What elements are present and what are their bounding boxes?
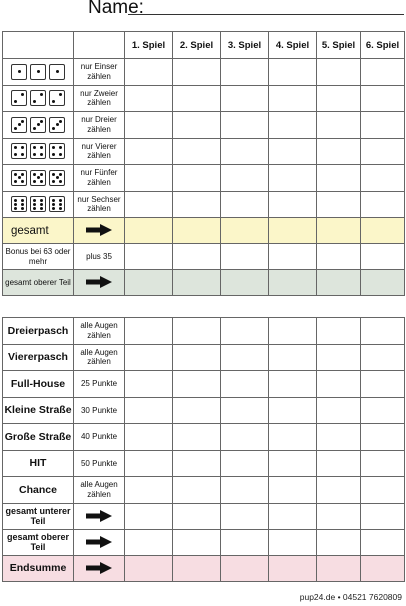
lower-row-5 [3, 424, 405, 451]
lower-row-6-score-cell[interactable] [173, 450, 221, 477]
lower-row-2-score-cell[interactable] [269, 344, 317, 371]
lower-row-5-score-cell[interactable] [361, 424, 405, 451]
lower-row-2-score-cell[interactable] [173, 344, 221, 371]
game-header-5: 5. Spiel [317, 32, 361, 59]
lower-row-1 [3, 318, 405, 345]
die-face-icon [30, 196, 46, 212]
die-face-icon [30, 170, 46, 186]
upper-row-1-score-cell[interactable] [361, 59, 405, 86]
upper-row-5-score-cell[interactable] [173, 165, 221, 192]
rule-text: nur Fünfer zählen [74, 165, 125, 192]
upper-row-6-score-cell[interactable] [125, 191, 173, 218]
combo-label: Viererpasch [3, 344, 74, 371]
header-row [3, 32, 405, 59]
lower-total-row-score-cell[interactable] [173, 503, 221, 529]
dice-cell [3, 191, 74, 218]
upper-total-row-score-cell[interactable] [317, 270, 361, 296]
lower-total-row-score-cell[interactable] [269, 503, 317, 529]
lower-row-1-score-cell[interactable] [361, 318, 405, 345]
upper-total-row-score-cell[interactable] [173, 270, 221, 296]
lower-row-5-score-cell[interactable] [221, 424, 269, 451]
dice-cell [3, 85, 74, 112]
gesamt-row-score-cell[interactable] [269, 218, 317, 244]
arrow-icon [74, 270, 125, 296]
upper-row-6 [3, 191, 405, 218]
upper-total-row-2-score-cell[interactable] [269, 529, 317, 555]
upper-row-4-score-cell[interactable] [269, 138, 317, 165]
die-face-icon [11, 143, 27, 159]
end-sum-row-score-cell[interactable] [125, 555, 173, 581]
lower-row-2-score-cell[interactable] [317, 344, 361, 371]
upper-total-row-score-cell[interactable] [269, 270, 317, 296]
arrow-icon [74, 503, 125, 529]
rule-text: nur Sechser zählen [74, 191, 125, 218]
upper-row-1-score-cell[interactable] [125, 59, 173, 86]
lower-row-6-score-cell[interactable] [361, 450, 405, 477]
lower-row-6-score-cell[interactable] [317, 450, 361, 477]
upper-row-1-score-cell[interactable] [317, 59, 361, 86]
combo-rule: 40 Punkte [74, 424, 125, 451]
upper-total-row-score-cell[interactable] [125, 270, 173, 296]
upper-row-5-score-cell[interactable] [317, 165, 361, 192]
bonus-row-score-cell[interactable] [221, 244, 269, 270]
upper-score-table [2, 31, 405, 296]
dice-cell [3, 112, 74, 139]
rule-text: nur Vierer zählen [74, 138, 125, 165]
gesamt-label: gesamt [3, 218, 74, 244]
die-face-icon [30, 64, 46, 80]
lower-total-row-score-cell[interactable] [125, 503, 173, 529]
game-header-1: 1. Spiel [125, 32, 173, 59]
upper-row-6-score-cell[interactable] [269, 191, 317, 218]
lower-row-5-score-cell[interactable] [125, 424, 173, 451]
die-face-icon [11, 64, 27, 80]
combo-label: Große Straße [3, 424, 74, 451]
corner-cell-2 [74, 32, 125, 59]
upper-row-6-score-cell[interactable] [317, 191, 361, 218]
upper-row-6-score-cell[interactable] [361, 191, 405, 218]
upper-row-2-score-cell[interactable] [173, 85, 221, 112]
upper-row-3-score-cell[interactable] [317, 112, 361, 139]
upper-row-4-score-cell[interactable] [173, 138, 221, 165]
upper-total-label: gesamt oberer Teil [3, 270, 74, 296]
lower-row-7-score-cell[interactable] [317, 477, 361, 504]
combo-label: Chance [3, 477, 74, 504]
lower-row-4-score-cell[interactable] [173, 397, 221, 424]
game-header-2: 2. Spiel [173, 32, 221, 59]
upper-total-row-score-cell[interactable] [221, 270, 269, 296]
bonus-row-score-cell[interactable] [317, 244, 361, 270]
upper-row-3-score-cell[interactable] [125, 112, 173, 139]
upper-row-2 [3, 85, 405, 112]
upper-row-6-score-cell[interactable] [173, 191, 221, 218]
lower-row-2-score-cell[interactable] [221, 344, 269, 371]
die-face-icon [49, 64, 65, 80]
corner-cell [3, 32, 74, 59]
upper-row-2-score-cell[interactable] [125, 85, 173, 112]
lower-row-7-score-cell[interactable] [361, 477, 405, 504]
die-face-icon [49, 90, 65, 106]
dice-cell [3, 59, 74, 86]
upper-row-2-score-cell[interactable] [269, 85, 317, 112]
die-face-icon [11, 196, 27, 212]
die-face-icon [49, 117, 65, 133]
lower-row-2-score-cell[interactable] [125, 344, 173, 371]
gesamt-row [3, 218, 405, 244]
upper-row-4 [3, 138, 405, 165]
lower-total-row-score-cell[interactable] [361, 503, 405, 529]
lower-row-3-score-cell[interactable] [269, 371, 317, 398]
upper-total-row-2-score-cell[interactable] [221, 529, 269, 555]
die-face-icon [49, 196, 65, 212]
lower-row-4-score-cell[interactable] [125, 397, 173, 424]
game-header-3: 3. Spiel [221, 32, 269, 59]
lower-row-1-score-cell[interactable] [317, 318, 361, 345]
combo-label: HIT [3, 450, 74, 477]
gesamt-row-score-cell[interactable] [173, 218, 221, 244]
lower-row-7-score-cell[interactable] [125, 477, 173, 504]
lower-row-2 [3, 344, 405, 371]
die-face-icon [49, 143, 65, 159]
die-face-icon [11, 170, 27, 186]
combo-label: Dreierpasch [3, 318, 74, 345]
lower-total-row-score-cell[interactable] [317, 503, 361, 529]
combo-rule: alle Augen zählen [74, 344, 125, 371]
bonus-row [3, 244, 405, 270]
lower-row-6-score-cell[interactable] [125, 450, 173, 477]
arrow-icon [74, 218, 125, 244]
lower-score-table [2, 317, 405, 582]
die-face-icon [30, 90, 46, 106]
lower-row-3-score-cell[interactable] [317, 371, 361, 398]
die-face-icon [30, 117, 46, 133]
dice-cell [3, 165, 74, 192]
lower-row-7 [3, 477, 405, 504]
lower-total-label: gesamt unterer Teil [3, 503, 74, 529]
lower-row-6 [3, 450, 405, 477]
lower-row-2-score-cell[interactable] [361, 344, 405, 371]
upper-row-3-score-cell[interactable] [173, 112, 221, 139]
upper-row-5-score-cell[interactable] [269, 165, 317, 192]
die-face-icon [49, 170, 65, 186]
lower-row-1-score-cell[interactable] [269, 318, 317, 345]
upper-row-3-score-cell[interactable] [361, 112, 405, 139]
end-sum-row-score-cell[interactable] [361, 555, 405, 581]
rule-text: nur Einser zählen [74, 59, 125, 86]
name-line [0, 0, 406, 30]
lower-row-3 [3, 371, 405, 398]
combo-label: Full-House [3, 371, 74, 398]
upper-total-row [3, 270, 405, 296]
lower-row-3-score-cell[interactable] [125, 371, 173, 398]
upper-row-5-score-cell[interactable] [221, 165, 269, 192]
lower-row-3-score-cell[interactable] [361, 371, 405, 398]
name-label: Name: [88, 0, 144, 18]
arrow-icon [74, 529, 125, 555]
upper-row-1 [3, 59, 405, 86]
upper-row-3-score-cell[interactable] [269, 112, 317, 139]
lower-row-4-score-cell[interactable] [361, 397, 405, 424]
upper-total-row-2-score-cell[interactable] [361, 529, 405, 555]
bonus-label: Bonus bei 63 oder mehr [3, 244, 74, 270]
upper-row-1-score-cell[interactable] [221, 59, 269, 86]
rule-text: nur Dreier zählen [74, 112, 125, 139]
upper-row-5 [3, 165, 405, 192]
upper-row-4-score-cell[interactable] [221, 138, 269, 165]
lower-row-1-score-cell[interactable] [173, 318, 221, 345]
bonus-row-score-cell[interactable] [361, 244, 405, 270]
lower-total-row [3, 503, 405, 529]
arrow-icon [74, 555, 125, 581]
lower-row-7-score-cell[interactable] [221, 477, 269, 504]
lower-row-5-score-cell[interactable] [173, 424, 221, 451]
combo-rule: 30 Punkte [74, 397, 125, 424]
lower-row-3-score-cell[interactable] [221, 371, 269, 398]
bonus-row-score-cell[interactable] [173, 244, 221, 270]
upper-row-5-score-cell[interactable] [361, 165, 405, 192]
lower-total-row-score-cell[interactable] [221, 503, 269, 529]
gesamt-row-score-cell[interactable] [361, 218, 405, 244]
rule-text: nur Zweier zählen [74, 85, 125, 112]
end-sum-row-score-cell[interactable] [221, 555, 269, 581]
bonus-row-score-cell[interactable] [269, 244, 317, 270]
combo-label: Kleine Straße [3, 397, 74, 424]
bonus-value: plus 35 [74, 244, 125, 270]
lower-row-1-score-cell[interactable] [221, 318, 269, 345]
upper-row-3-score-cell[interactable] [221, 112, 269, 139]
end-sum-row-score-cell[interactable] [317, 555, 361, 581]
upper-row-2-score-cell[interactable] [221, 85, 269, 112]
end-sum-row-score-cell[interactable] [269, 555, 317, 581]
footer-contact: pup24.de • 04521 7620809 [299, 592, 402, 602]
upper-row-5-score-cell[interactable] [125, 165, 173, 192]
lower-row-6-score-cell[interactable] [221, 450, 269, 477]
end-sum-row [3, 555, 405, 581]
gesamt-row-score-cell[interactable] [317, 218, 361, 244]
bonus-row-score-cell[interactable] [125, 244, 173, 270]
die-face-icon [11, 117, 27, 133]
combo-rule: 25 Punkte [74, 371, 125, 398]
upper-row-4-score-cell[interactable] [125, 138, 173, 165]
upper-total-row-score-cell[interactable] [361, 270, 405, 296]
gesamt-row-score-cell[interactable] [125, 218, 173, 244]
upper-row-1-score-cell[interactable] [269, 59, 317, 86]
upper-row-2-score-cell[interactable] [361, 85, 405, 112]
lower-row-4-score-cell[interactable] [221, 397, 269, 424]
upper-total-row-2 [3, 529, 405, 555]
name-field[interactable] [128, 14, 404, 15]
lower-row-5-score-cell[interactable] [269, 424, 317, 451]
lower-row-7-score-cell[interactable] [173, 477, 221, 504]
die-face-icon [11, 90, 27, 106]
lower-row-4-score-cell[interactable] [317, 397, 361, 424]
upper-row-6-score-cell[interactable] [221, 191, 269, 218]
upper-total-row-2-score-cell[interactable] [317, 529, 361, 555]
upper-row-1-score-cell[interactable] [173, 59, 221, 86]
game-header-6: 6. Spiel [361, 32, 405, 59]
lower-row-6-score-cell[interactable] [269, 450, 317, 477]
lower-row-1-score-cell[interactable] [125, 318, 173, 345]
end-sum-row-score-cell[interactable] [173, 555, 221, 581]
lower-row-3-score-cell[interactable] [173, 371, 221, 398]
end-sum-label: Endsumme [3, 555, 74, 581]
upper-total-row-2-score-cell[interactable] [125, 529, 173, 555]
lower-row-5-score-cell[interactable] [317, 424, 361, 451]
upper-row-3 [3, 112, 405, 139]
combo-rule: alle Augen zählen [74, 318, 125, 345]
game-header-4: 4. Spiel [269, 32, 317, 59]
lower-row-4 [3, 397, 405, 424]
lower-row-7-score-cell[interactable] [269, 477, 317, 504]
combo-rule: alle Augen zählen [74, 477, 125, 504]
upper-row-2-score-cell[interactable] [317, 85, 361, 112]
upper-total-row-2-score-cell[interactable] [173, 529, 221, 555]
upper-row-4-score-cell[interactable] [361, 138, 405, 165]
combo-rule: 50 Punkte [74, 450, 125, 477]
upper-total-label-2: gesamt oberer Teil [3, 529, 74, 555]
upper-row-4-score-cell[interactable] [317, 138, 361, 165]
die-face-icon [30, 143, 46, 159]
lower-row-4-score-cell[interactable] [269, 397, 317, 424]
dice-cell [3, 138, 74, 165]
gesamt-row-score-cell[interactable] [221, 218, 269, 244]
